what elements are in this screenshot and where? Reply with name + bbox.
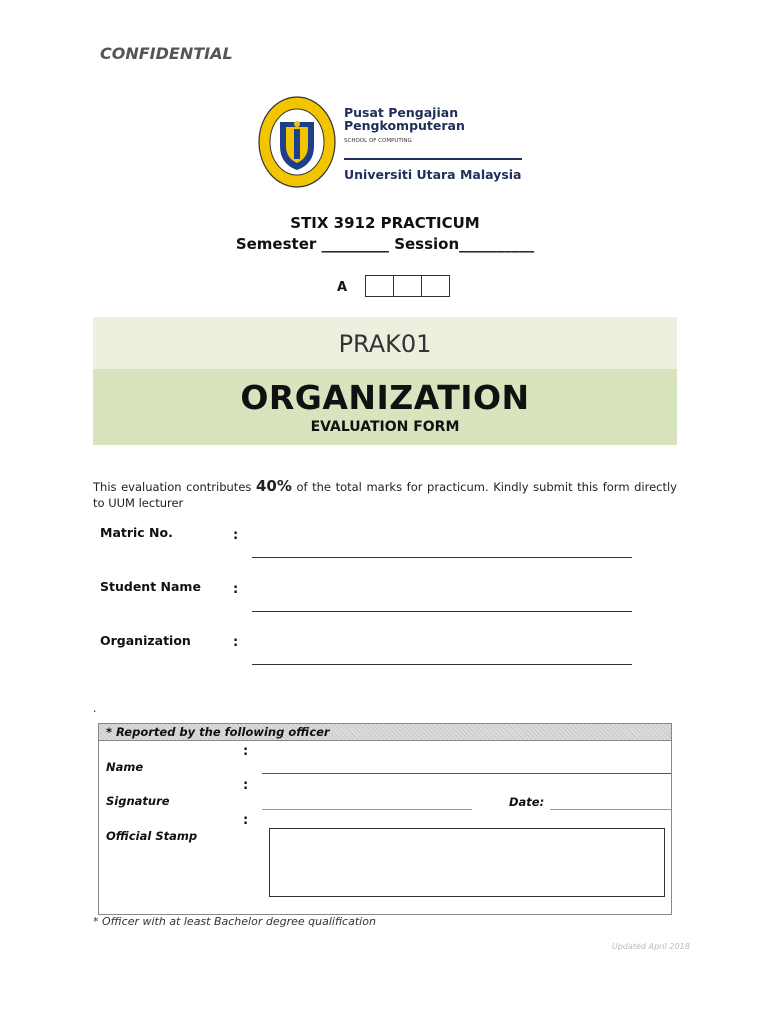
university-name: Universiti Utara Malaysia	[344, 167, 522, 182]
matric-colon: :	[233, 528, 239, 543]
matric-input-line[interactable]	[252, 557, 632, 558]
officer-name-input-line[interactable]	[262, 773, 671, 774]
intro-text-before: This evaluation contributes	[93, 480, 256, 494]
institution-line-2: Pengkomputeran	[344, 118, 465, 133]
university-seal-logo	[256, 94, 338, 190]
stamp-colon: :	[243, 813, 249, 828]
officer-heading: * Reported by the following officer	[106, 725, 330, 739]
code-box[interactable]	[365, 275, 394, 297]
group-code-boxes[interactable]	[366, 275, 450, 297]
institution-name	[344, 106, 465, 132]
stray-mark: .	[93, 702, 97, 715]
organization-label: Organization	[100, 633, 191, 648]
officer-name-colon: :	[243, 744, 249, 759]
course-title: STIX 3912 PRACTICUM	[290, 214, 480, 232]
date-text: Date	[509, 795, 540, 809]
school-label: SCHOOL OF COMPUTING	[344, 138, 412, 144]
intro-paragraph	[93, 478, 677, 511]
matric-label: Matric No.	[100, 525, 173, 540]
intro-text-after: of the total marks for practicum. Kindly submit this form directly to UUM lecturer	[93, 480, 677, 510]
institution-line-1: Pusat Pengajian	[344, 105, 459, 120]
student-name-label: Student Name	[100, 579, 201, 594]
signature-label: Signature	[106, 794, 170, 808]
footnote: * Officer with at least Bachelor degree qualification	[93, 915, 376, 928]
updated-note: Updated April 2018	[612, 942, 690, 951]
date-input-line[interactable]	[550, 809, 671, 810]
logo-divider	[344, 158, 522, 160]
official-stamp-box[interactable]	[269, 828, 665, 897]
date-colon: :	[539, 795, 545, 809]
date-label	[509, 795, 544, 809]
code-box[interactable]	[393, 275, 422, 297]
signature-colon: :	[243, 778, 249, 793]
code-box[interactable]	[421, 275, 450, 297]
semester-session-line: Semester _________ Session__________	[235, 235, 535, 253]
official-stamp-label: Official Stamp	[106, 829, 198, 843]
student-name-input-line[interactable]	[252, 611, 632, 612]
officer-name-label: Name	[106, 760, 144, 774]
form-subtitle: EVALUATION FORM	[310, 419, 460, 435]
student-name-colon: :	[233, 582, 239, 597]
organization-colon: :	[233, 635, 239, 650]
form-title: ORGANIZATION	[240, 378, 530, 417]
form-code: PRAK01	[338, 330, 432, 358]
signature-input-line[interactable]	[262, 809, 472, 810]
confidential-label: CONFIDENTIAL	[100, 44, 233, 63]
organization-input-line[interactable]	[252, 664, 632, 665]
intro-percent: 40%	[255, 477, 292, 495]
group-label: A	[337, 280, 348, 295]
